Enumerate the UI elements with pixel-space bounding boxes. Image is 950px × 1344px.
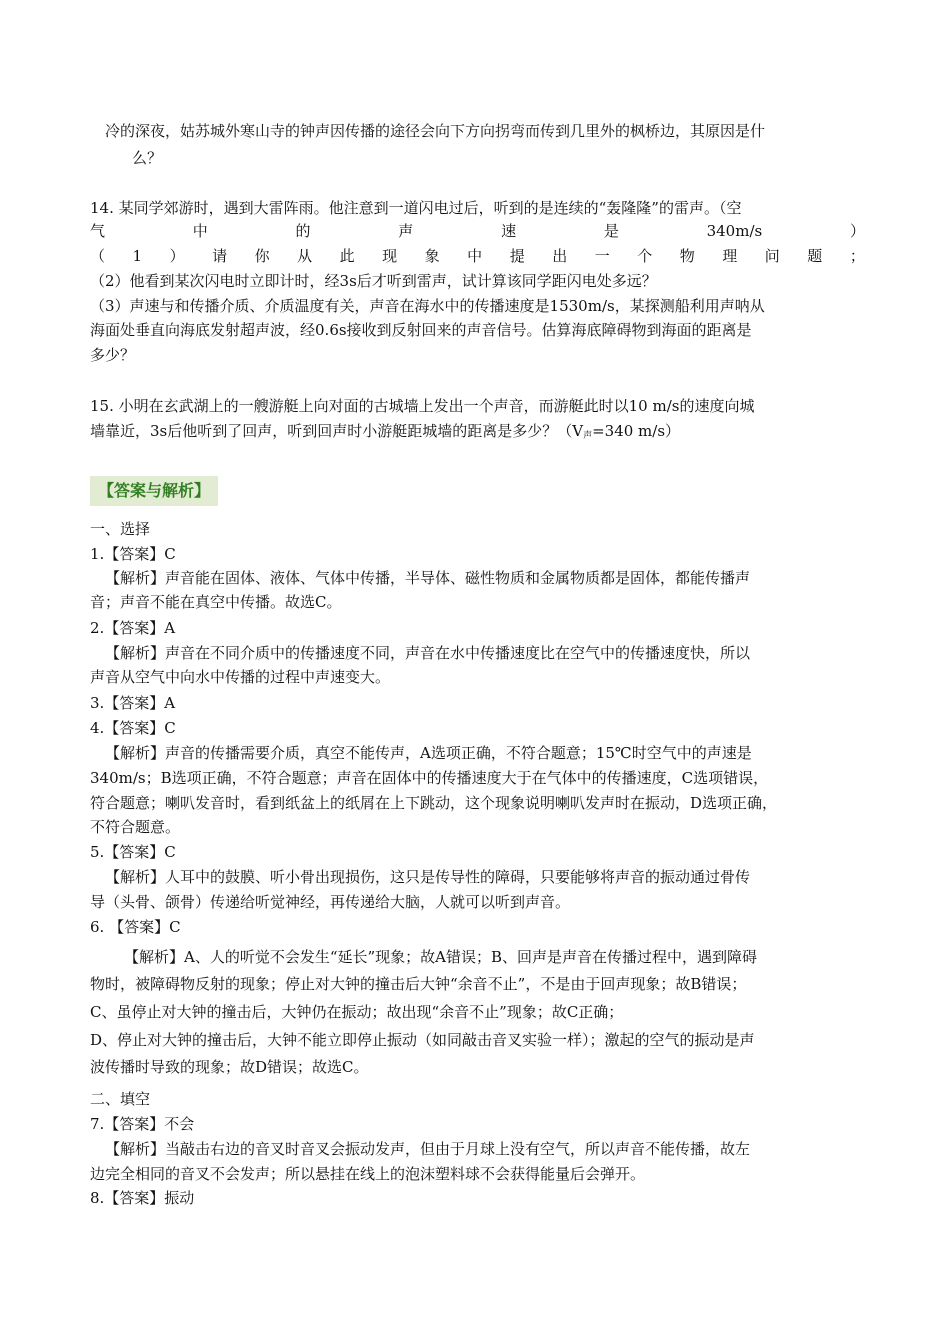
- text-line: （3）声速与和传播介质、介质温度有关，声音在海水中的传播速度是1530m/s，某探测船利用声呐从: [90, 297, 765, 315]
- explanation-line: 不符合题意。: [90, 818, 181, 836]
- answer-line: 6. 【答案】C: [90, 918, 181, 936]
- explanation-line: 340m/s；B选项正确，不符合题意；声音在固体中的传播速度大于在气体中的传播速度，C选项错误，: [90, 769, 769, 787]
- text-span: =340 m/s）: [592, 422, 681, 440]
- explanation-line: 符合题意；喇叭发音时，看到纸盆上的纸屑在上下跳动，这个现象说明喇叭发声时在振动，D选项正确，: [90, 794, 778, 812]
- word: 题: [807, 247, 823, 265]
- word: 是: [603, 222, 619, 240]
- text-line: [90, 420, 865, 447]
- explanation-line: 【解析】声音的传播需要介质，真空不能传声，A选项正确，不符合题意；15℃时空气中的声速是: [105, 744, 752, 762]
- word: 提: [509, 247, 525, 265]
- word: 问: [764, 247, 780, 265]
- answer-line: 3.【答案】A: [90, 694, 176, 712]
- text-line: 多少？: [90, 346, 136, 364]
- word: ；: [849, 247, 865, 265]
- answer-line: 8.【答案】振动: [90, 1189, 195, 1207]
- text-line: 15. 小明在玄武湖上的一艘游艇上向对面的古城墙上发出一个声音，而游艇此时以10 m/s的速度向城: [90, 397, 755, 415]
- text-line-justified: [90, 220, 865, 242]
- word: 中: [192, 222, 208, 240]
- explanation-line: 物时，被障碍物反射的现象；停止对大钟的撞击后大钟“余音不止”，不是由于回声现象；故B错误；: [90, 975, 747, 993]
- word: 速: [501, 222, 517, 240]
- explanation-line: 【解析】人耳中的鼓膜、听小骨出现损伤，这只是传导性的障碍，只要能够将声音的振动通过骨传: [105, 868, 751, 886]
- word: 一: [594, 247, 610, 265]
- word: 此: [339, 247, 355, 265]
- answer-line: 5.【答案】C: [90, 843, 176, 861]
- explanation-line: 【解析】声音能在固体、液体、气体中传播，半导体、磁性物质和金属物质都是固体，都能传播声: [105, 569, 751, 587]
- explanation-line: 【解析】声音在不同介质中的传播速度不同，声音在水中传播速度比在空气中的传播速度快，所以: [105, 644, 751, 662]
- word: 声: [398, 222, 414, 240]
- text-line: 么？: [132, 149, 163, 167]
- explanation-line: 音；声音不能在真空中传播。故选C。: [90, 593, 342, 611]
- word: 出: [552, 247, 568, 265]
- word: 1: [132, 247, 143, 265]
- text-span: 墙靠近，3s后他听到了回声，听到回声时小游艇距城墙的距离是多少？（V: [90, 422, 584, 440]
- word: 个: [637, 247, 653, 265]
- word: 气: [90, 222, 106, 240]
- word: （: [90, 247, 106, 265]
- explanation-line: 【解析】当敲击右边的音叉时音叉会振动发声，但由于月球上没有空气，所以声音不能传播，故左: [105, 1140, 751, 1158]
- word: 理: [722, 247, 738, 265]
- explanation-line: C、虽停止对大钟的撞击后，大钟仍在振动；故出现“余音不止”现象；故C正确；: [90, 1003, 624, 1021]
- answer-line: 1.【答案】C: [90, 545, 176, 563]
- word: 物: [679, 247, 695, 265]
- text-line: 14. 某同学郊游时，遇到大雷阵雨。他注意到一道闪电过后，听到的是连续的“轰隆隆”的雷声。（空: [90, 199, 742, 217]
- word: 从: [297, 247, 313, 265]
- word: 请: [212, 247, 228, 265]
- explanation-line: D、停止对大钟的撞击后，大钟不能立即停止振动（如同敲击音叉实验一样）；激起的空气的振动是声: [90, 1031, 755, 1049]
- explanation-line: 声音从空气中向水中传播的过程中声速变大。: [90, 668, 391, 686]
- word: ）: [169, 247, 185, 265]
- word: 现: [382, 247, 398, 265]
- text-line: （2）他看到某次闪电时立即计时，经3s后才听到雷声，试计算该同学距闪电处多远？: [90, 272, 657, 290]
- text-line-justified: [90, 245, 865, 267]
- word: 中: [467, 247, 483, 265]
- answer-line: 4.【答案】C: [90, 719, 176, 737]
- word: 你: [254, 247, 270, 265]
- word: 象: [424, 247, 440, 265]
- answer-line: 2.【答案】A: [90, 619, 176, 637]
- word: ）: [849, 222, 865, 240]
- explanation-line: 边完全相同的音叉不会发声；所以悬挂在线上的泡沫塑料球不会获得能量后会弹开。: [90, 1165, 646, 1183]
- part-title: 二、填空: [90, 1090, 151, 1108]
- explanation-line: 波传播时导致的现象；故D错误；故选C。: [90, 1058, 369, 1076]
- text-line: 海面处垂直向海底发射超声波，经0.6s接收到反射回来的声音信号。估算海底障碍物到海面的距离是: [90, 321, 752, 339]
- part-title: 一、选择: [90, 520, 151, 538]
- word: 的: [295, 222, 311, 240]
- answer-line: 7.【答案】不会: [90, 1115, 195, 1133]
- explanation-line: 导（头骨、颌骨）传递给听觉神经，再传递给大脑，人就可以听到声音。: [90, 893, 571, 911]
- word: 340m/s: [706, 222, 763, 240]
- explanation-line: 【解析】A、人的听觉不会发生“延长”现象；故A错误；B、回声是声音在传播过程中，遇到障碍: [124, 948, 758, 966]
- text-line: 冷的深夜，姑苏城外寒山寺的钟声因传播的途径会向下方向拐弯而传到几里外的枫桥边，其原因是什: [105, 122, 766, 140]
- answer-section-title: 【答案与解析】: [90, 476, 218, 506]
- subscript: 声: [583, 431, 593, 441]
